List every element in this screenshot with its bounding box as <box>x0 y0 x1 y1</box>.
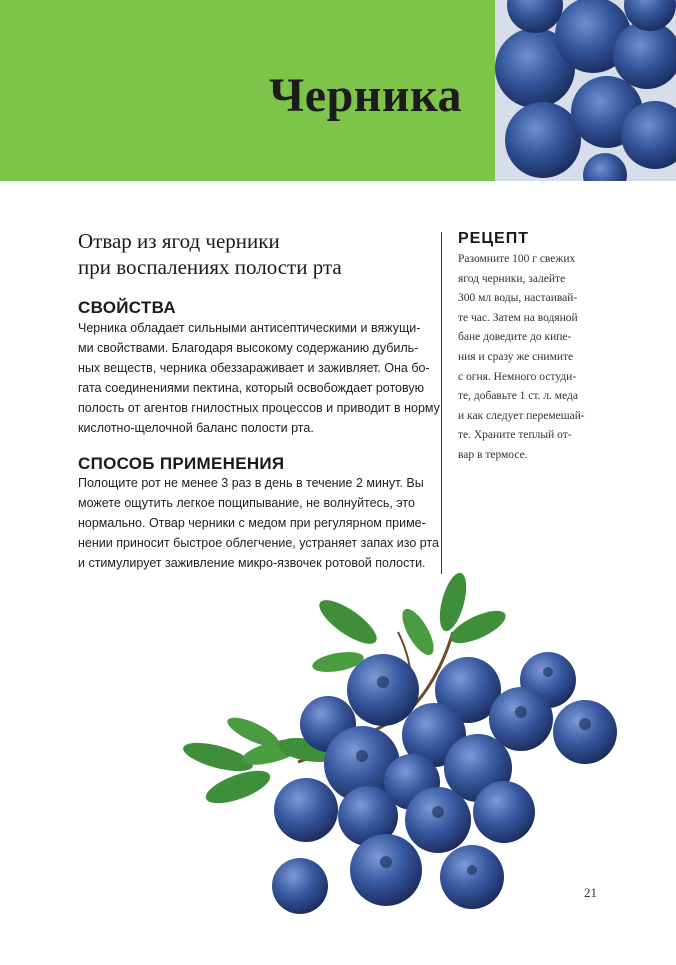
text-line: кислотно-щелочной баланс полости рта. <box>78 421 314 435</box>
recipe-line: те, добавьте 1 ст. л. меда <box>458 390 578 403</box>
usage-text <box>78 473 439 573</box>
recipe-text <box>458 250 608 466</box>
text-line: Черника обладает сильными антисептическими и вяжущи- <box>78 321 421 335</box>
properties-title: СВОЙСТВА <box>78 298 176 317</box>
text-line: полость от агентов гнилостных процессов и приводит в норму <box>78 401 440 415</box>
text-line: нении приносит быстрое облегчение, устраняет запах изо рта <box>78 536 439 550</box>
recipe-title: РЕЦЕПТ <box>458 230 529 247</box>
article-heading <box>78 228 342 280</box>
recipe-line: с огня. Немного остуди- <box>458 370 577 383</box>
page-title: Черника <box>269 69 462 122</box>
text-line: ных веществ, черника обеззараживает и заживляет. Она бо- <box>78 361 430 375</box>
recipe-line: ягод черники, залейте <box>458 272 566 285</box>
recipe-line: те час. Затем на водяной <box>458 311 578 324</box>
recipe-line: ния и сразу же снимите <box>458 350 574 363</box>
blueberries-photo <box>178 572 618 922</box>
page-number: 21 <box>584 885 597 900</box>
recipe-line: и как следует перемешай- <box>458 409 585 422</box>
recipe-line: 300 мл воды, настаивай- <box>458 292 578 305</box>
text-line: Полощите рот не менее 3 раз в день в течение 2 минут. Вы <box>78 476 424 490</box>
text-line: ми свойствами. Благодаря высокому содержанию дубиль- <box>78 341 419 355</box>
recipe-line: бане доведите до кипе- <box>458 331 572 344</box>
usage-title: СПОСОБ ПРИМЕНЕНИЯ <box>78 454 285 473</box>
recipe-line: Разомните 100 г свежих <box>458 253 576 265</box>
article-heading-line: при воспалениях полости рта <box>78 255 342 279</box>
blueberries-header-photo <box>495 0 676 181</box>
text-line: можете ощутить легкое пощипывание, не волнуйтесь, это <box>78 496 415 510</box>
recipe-line: те. Храните теплый от- <box>458 429 572 442</box>
text-line: гата соединениями пектина, который освобождает ротовую <box>78 381 425 395</box>
text-line: нормально. Отвар черники с медом при регулярном приме- <box>78 516 426 530</box>
recipe-line: вар в термосе. <box>458 448 528 461</box>
text-line: и стимулирует заживление микро-язвочек ротовой полости. <box>78 556 426 570</box>
article-heading-line: Отвар из ягод черники <box>78 229 280 253</box>
column-divider <box>441 232 442 574</box>
properties-text <box>78 318 440 438</box>
